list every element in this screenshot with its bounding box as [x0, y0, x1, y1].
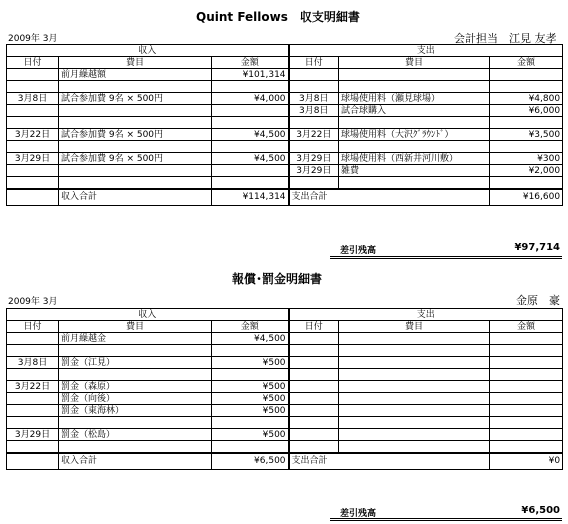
expense-item-cell — [339, 393, 490, 405]
income-date-cell — [7, 177, 59, 190]
expense-header: 支出 — [289, 309, 563, 321]
col-amount: 金額 — [490, 321, 563, 333]
income-amount-cell — [212, 441, 289, 454]
expense-date-cell: 3月8日 — [289, 93, 339, 105]
income-amount-cell — [212, 177, 289, 190]
expense-amount-cell — [490, 141, 563, 153]
income-date-cell — [7, 405, 59, 417]
expense-date-cell — [289, 405, 339, 417]
expense-date-cell — [289, 69, 339, 81]
expense-item-cell: 球場使用料（西新井河川敷） — [339, 153, 490, 165]
expense-amount-cell: ¥3,500 — [490, 129, 563, 141]
doc1-date: 2009年 3月 — [8, 34, 58, 44]
ledger-row — [7, 441, 563, 454]
col-item: 費目 — [59, 321, 212, 333]
income-item-cell: 前月繰越額 — [59, 69, 212, 81]
total-expense-label-cell: 支出合計 — [289, 453, 490, 469]
income-amount-cell: ¥500 — [212, 381, 289, 393]
income-amount-cell: ¥4,500 — [212, 333, 289, 345]
expense-item-cell — [339, 357, 490, 369]
income-item-cell: 罰金（向後） — [59, 393, 212, 405]
income-item-cell: 前月繰越金 — [59, 333, 212, 345]
doc1-balance-underline — [330, 256, 562, 259]
ledger-row — [7, 153, 563, 165]
ledger-row — [7, 357, 563, 369]
income-date-cell: 3月8日 — [7, 93, 59, 105]
doc2-ledger-table — [6, 308, 563, 470]
expense-amount-cell: ¥2,000 — [490, 165, 563, 177]
total-blank — [7, 453, 59, 469]
income-date-cell: 3月29日 — [7, 429, 59, 441]
doc2-date: 2009年 3月 — [8, 297, 58, 307]
total-expense-value: ¥0 — [490, 453, 563, 469]
expense-amount-cell: ¥6,000 — [490, 105, 563, 117]
expense-date-cell — [289, 345, 339, 357]
income-date-cell — [7, 117, 59, 129]
expense-amount-cell — [490, 69, 563, 81]
expense-amount-cell — [490, 345, 563, 357]
expense-date-cell: 3月8日 — [289, 105, 339, 117]
total-income-label: 収入合計 — [59, 453, 212, 469]
income-date-cell — [7, 345, 59, 357]
doc1-title: Quint Fellows 収支明細書 — [196, 10, 360, 24]
ledger-row — [7, 129, 563, 141]
col-date: 日付 — [7, 321, 59, 333]
ledger-row — [7, 165, 563, 177]
income-amount-cell: ¥4,000 — [212, 93, 289, 105]
income-amount-cell — [212, 369, 289, 381]
expense-amount-cell — [490, 369, 563, 381]
doc2-balance-value: ¥6,500 — [521, 505, 560, 516]
income-date-cell — [7, 69, 59, 81]
income-item-cell — [59, 369, 212, 381]
income-header: 収入 — [7, 45, 289, 57]
ledger-row — [7, 405, 563, 417]
expense-item-cell — [339, 177, 490, 190]
income-header: 収入 — [7, 309, 289, 321]
doc1-person: 会計担当 江見 友孝 — [454, 32, 557, 45]
col-amount: 金額 — [212, 57, 289, 69]
col-item: 費目 — [339, 321, 490, 333]
ledger-row — [7, 345, 563, 357]
expense-item-cell — [339, 141, 490, 153]
ledger-row — [7, 141, 563, 153]
expense-date-cell — [289, 81, 339, 93]
income-item-cell — [59, 177, 212, 190]
expense-date-cell — [289, 381, 339, 393]
total-income-value: ¥6,500 — [212, 453, 289, 469]
income-date-cell — [7, 105, 59, 117]
expense-header: 支出 — [289, 45, 563, 57]
income-amount-cell — [212, 81, 289, 93]
col-amount: 金額 — [212, 321, 289, 333]
income-amount-cell — [212, 141, 289, 153]
ledger-row — [7, 117, 563, 129]
income-date-cell — [7, 81, 59, 93]
expense-date-cell — [289, 357, 339, 369]
expense-amount-cell — [490, 441, 563, 454]
expense-amount-cell — [490, 177, 563, 190]
col-item: 費目 — [59, 57, 212, 69]
col-amount: 金額 — [490, 57, 563, 69]
income-item-cell — [59, 417, 212, 429]
income-amount-cell: ¥500 — [212, 357, 289, 369]
expense-amount-cell — [490, 357, 563, 369]
income-date-cell: 3月22日 — [7, 381, 59, 393]
doc2-balance-label: 差引残高 — [340, 509, 377, 519]
ledger-row — [7, 105, 563, 117]
income-date-cell — [7, 333, 59, 345]
income-amount-cell: ¥500 — [212, 393, 289, 405]
expense-item-cell: 試合球購入 — [339, 105, 490, 117]
income-amount-cell: ¥4,500 — [212, 153, 289, 165]
expense-date-cell — [289, 333, 339, 345]
income-date-cell: 3月8日 — [7, 357, 59, 369]
doc1-balance-label: 差引残高 — [340, 246, 377, 256]
expense-amount-cell — [490, 405, 563, 417]
doc2-person: 金原 豪 — [516, 294, 560, 307]
income-amount-cell: ¥101,314 — [212, 69, 289, 81]
expense-amount-cell: ¥4,800 — [490, 93, 563, 105]
income-item-cell: 試合参加費 9名 × 500円 — [59, 129, 212, 141]
total-blank — [7, 189, 59, 205]
income-item-cell: 罰金（東海林） — [59, 405, 212, 417]
doc2-balance-underline — [330, 518, 562, 521]
income-amount-cell: ¥4,500 — [212, 129, 289, 141]
expense-date-cell — [289, 117, 339, 129]
ledger-row — [7, 93, 563, 105]
expense-amount-cell — [490, 333, 563, 345]
col-item: 費目 — [339, 57, 490, 69]
ledger-row — [7, 81, 563, 93]
expense-date-cell: 3月29日 — [289, 165, 339, 177]
ledger-row — [7, 393, 563, 405]
expense-date-cell — [289, 441, 339, 454]
expense-amount-cell: ¥300 — [490, 153, 563, 165]
income-item-cell — [59, 117, 212, 129]
income-amount-cell: ¥500 — [212, 429, 289, 441]
income-item-cell: 試合参加費 9名 × 500円 — [59, 153, 212, 165]
income-date-cell: 3月22日 — [7, 129, 59, 141]
expense-item-cell: 球場使用料（大沢ｸﾞﾗｳﾝﾄﾞ） — [339, 129, 490, 141]
total-expense-label-cell: 支出合計 — [289, 189, 490, 205]
doc1-ledger-table — [6, 44, 563, 206]
income-amount-cell — [212, 117, 289, 129]
income-date-cell — [7, 417, 59, 429]
expense-item-cell — [339, 345, 490, 357]
expense-item-cell: 球場使用料（瀬見球場） — [339, 93, 490, 105]
income-amount-cell — [212, 417, 289, 429]
ledger-row — [7, 177, 563, 190]
income-item-cell — [59, 165, 212, 177]
income-amount-cell — [212, 345, 289, 357]
income-item-cell — [59, 345, 212, 357]
expense-item-cell: 雑費 — [339, 165, 490, 177]
col-date: 日付 — [289, 321, 339, 333]
expense-item-cell — [339, 417, 490, 429]
ledger-row — [7, 69, 563, 81]
ledger-row — [7, 429, 563, 441]
income-item-cell — [59, 141, 212, 153]
total-income-label: 収入合計 — [59, 189, 212, 205]
income-item-cell: 罰金（松島） — [59, 429, 212, 441]
income-date-cell — [7, 369, 59, 381]
expense-item-cell — [339, 69, 490, 81]
income-amount-cell — [212, 165, 289, 177]
doc1-balance-value: ¥97,714 — [514, 242, 560, 253]
expense-item-cell — [339, 333, 490, 345]
income-item-cell: 罰金（森原） — [59, 381, 212, 393]
expense-item-cell — [339, 117, 490, 129]
expense-amount-cell — [490, 429, 563, 441]
expense-date-cell — [289, 393, 339, 405]
income-item-cell — [59, 105, 212, 117]
expense-date-cell — [289, 369, 339, 381]
total-income-value: ¥114,314 — [212, 189, 289, 205]
expense-date-cell: 3月22日 — [289, 129, 339, 141]
income-date-cell — [7, 441, 59, 454]
col-date: 日付 — [289, 57, 339, 69]
expense-amount-cell — [490, 117, 563, 129]
expense-item-cell — [339, 405, 490, 417]
expense-item-cell — [339, 381, 490, 393]
col-date: 日付 — [7, 57, 59, 69]
expense-date-cell — [289, 429, 339, 441]
expense-amount-cell — [490, 417, 563, 429]
ledger-row — [7, 369, 563, 381]
income-amount-cell — [212, 105, 289, 117]
expense-date-cell: 3月29日 — [289, 153, 339, 165]
income-date-cell: 3月29日 — [7, 153, 59, 165]
expense-item-cell — [339, 81, 490, 93]
expense-item-cell — [339, 369, 490, 381]
income-amount-cell: ¥500 — [212, 405, 289, 417]
income-item-cell: 罰金（江見） — [59, 357, 212, 369]
ledger-row — [7, 381, 563, 393]
doc2-title: 報償･罰金明細書 — [232, 272, 323, 286]
income-date-cell — [7, 141, 59, 153]
ledger-row — [7, 333, 563, 345]
expense-date-cell — [289, 141, 339, 153]
expense-item-cell — [339, 441, 490, 454]
income-date-cell — [7, 393, 59, 405]
expense-date-cell — [289, 177, 339, 190]
income-item-cell — [59, 441, 212, 454]
expense-date-cell — [289, 417, 339, 429]
total-expense-value: ¥16,600 — [490, 189, 563, 205]
income-date-cell — [7, 165, 59, 177]
expense-amount-cell — [490, 381, 563, 393]
expense-amount-cell — [490, 81, 563, 93]
expense-amount-cell — [490, 393, 563, 405]
income-item-cell: 試合参加費 9名 × 500円 — [59, 93, 212, 105]
expense-item-cell — [339, 429, 490, 441]
ledger-row — [7, 417, 563, 429]
income-item-cell — [59, 81, 212, 93]
